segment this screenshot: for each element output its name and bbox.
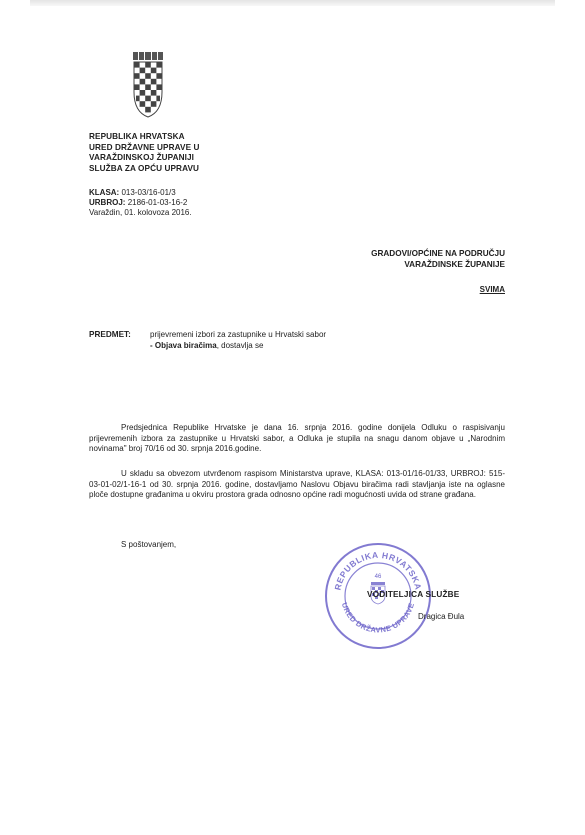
stamp-top-text: REPUBLIKA HRVATSKA — [332, 549, 424, 592]
svg-text:URED DRŽAVNE UPRAVE — [340, 601, 416, 634]
urbroj-value: 2186-01-03-16-2 — [127, 198, 188, 208]
greeting: S poštovanjem, — [121, 540, 177, 549]
subject-rest: , dostavlja se — [216, 340, 264, 350]
paragraph-text: U skladu sa obvezom utvrđenom raspisom Ministarstva uprave, KLASA: 013-01/16-01/33, URBROJ: 515-03-01-02/1-16-1 od 30. srpnja 2016. godine, dostavljamo Naslovu Objavu biračima radi stavljanja iste na oglasne ploče dostupne građanima u okviru prostora grada odnosno općine radi mogućnosti uvida od strane građana. — [89, 469, 505, 500]
body-paragraph-2 — [89, 469, 505, 501]
issuer-line: URED DRŽAVNE UPRAVE U — [89, 142, 200, 152]
issuer-line: VARAŽDINSKOJ ŽUPANIJI — [89, 153, 195, 162]
recipient-line: VARAŽDINSKE ŽUPANIJE — [404, 259, 505, 269]
issuer-header — [89, 132, 200, 174]
subject-bold: - Objava biračima — [150, 340, 217, 350]
place-date: Varaždin, 01. kolovoza 2016. — [89, 208, 192, 218]
urbroj-label: URBROJ: — [89, 198, 126, 208]
paragraph-text: Predsjednica Republike Hrvatske je dana 16. srpnja 2016. godine donijela Odluku o raspisivanju prijevremenih izbora za zastupnike u Hrvatski sabor, a Odluka je stupila na snagu danom objave u „Narodnim novinama" broj 70/16 od 30. srpnja 2016.godine. — [89, 423, 505, 454]
coat-of-arms-icon — [133, 52, 163, 118]
recipient-line: GRADOVI/OPĆINE NA PODRUČJU — [371, 249, 505, 258]
subject-text — [150, 330, 326, 351]
stamp-bottom-text: URED DRŽAVNE UPRAVE — [339, 601, 417, 635]
scan-edge — [30, 0, 555, 6]
subject-line: prijevremeni izbori za zastupnike u Hrvatski sabor — [150, 330, 327, 339]
body-paragraph-1 — [89, 423, 505, 455]
issuer-line: REPUBLIKA HRVATSKA — [89, 132, 185, 141]
signatory-title: VODITELJICA SLUŽBE — [367, 590, 460, 599]
recipient-svima: SVIMA — [479, 285, 505, 294]
subject-label: PREDMET: — [89, 330, 131, 339]
issuer-line: SLUŽBA ZA OPĆU UPRAVU — [89, 163, 200, 173]
stamp-number: 46 — [374, 574, 382, 580]
document-meta — [89, 188, 192, 219]
klasa-label: KLASA: — [89, 188, 120, 197]
recipient-block — [371, 249, 505, 270]
klasa-value: 013-03/16-01/3 — [121, 188, 176, 197]
signatory-name: Dragica Đula — [418, 612, 465, 621]
